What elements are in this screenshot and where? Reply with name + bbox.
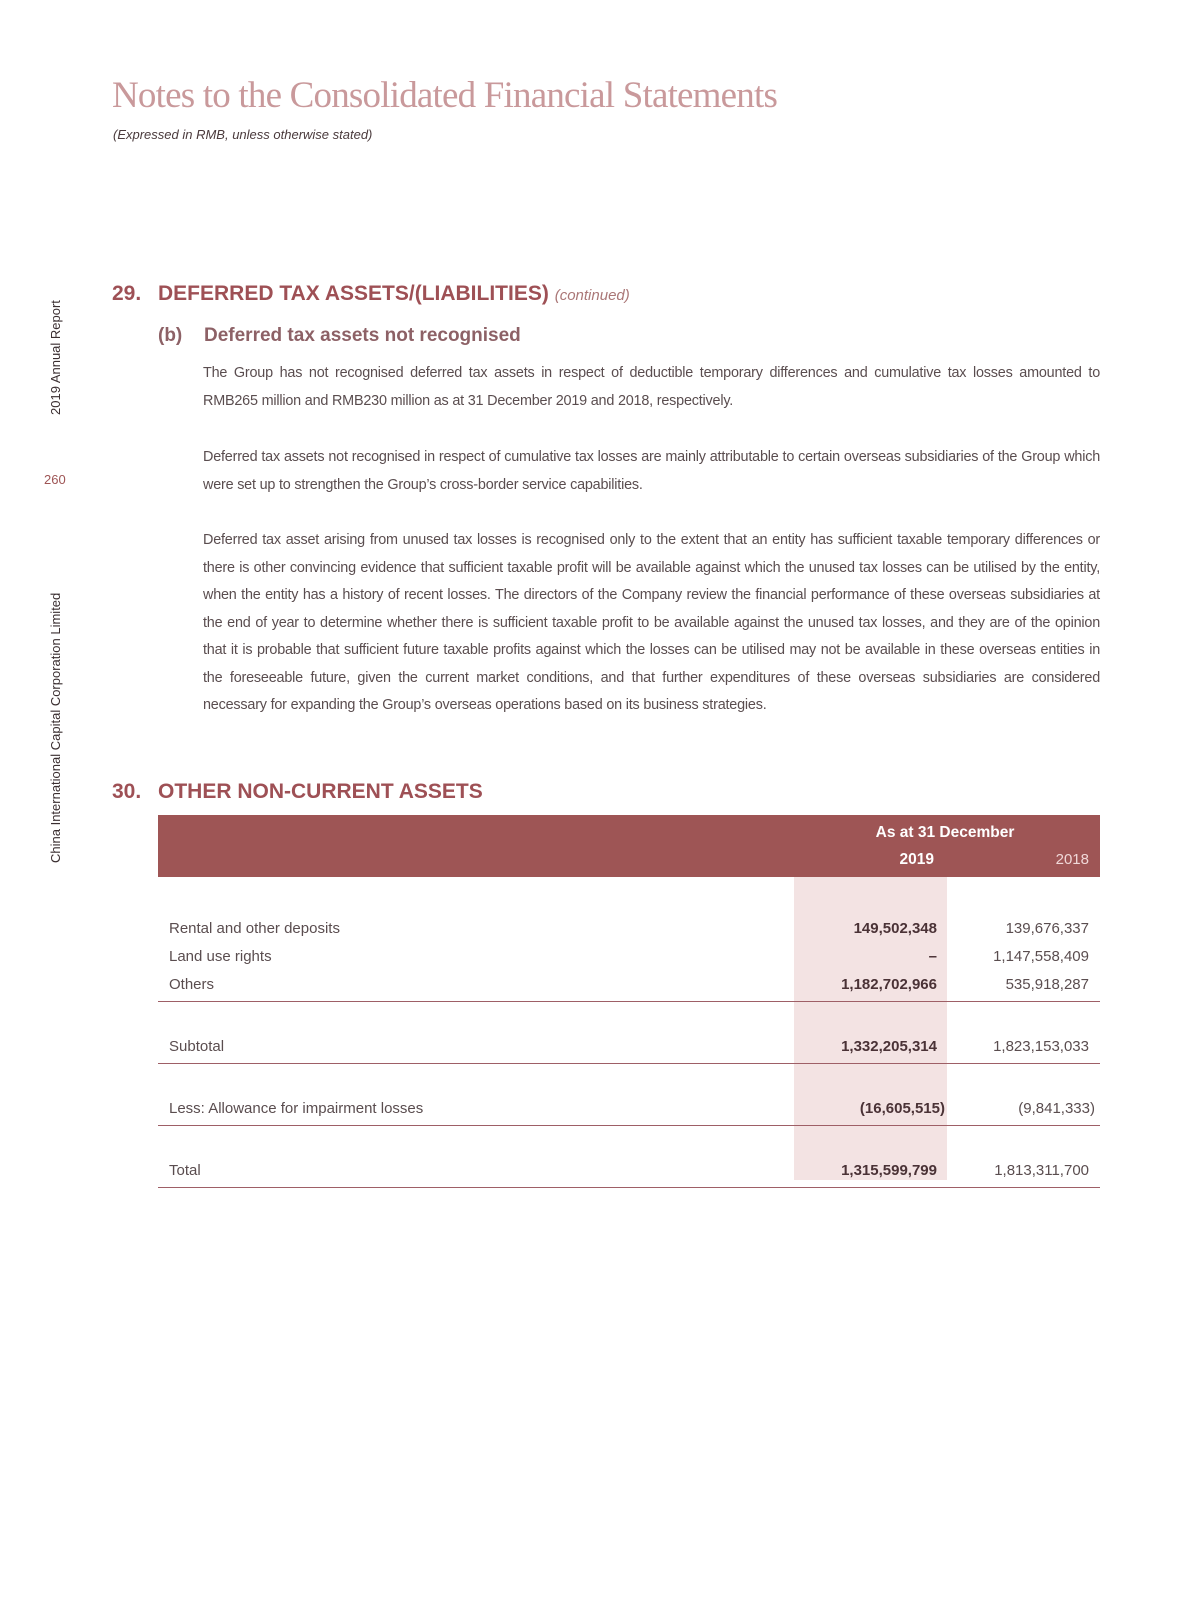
page-subtitle: (Expressed in RMB, unless otherwise stated) [113,127,373,142]
value-2019: 1,315,599,799 [841,1162,937,1179]
row-label: Rental and other deposits [169,920,340,937]
value-2019: – [928,948,937,965]
value-2018: 1,813,311,700 [994,1162,1089,1179]
section-29-heading [112,282,630,306]
side-company-name: China International Capital Corporation Limited [48,592,63,863]
value-2018: 1,147,558,409 [993,948,1089,965]
section-number: 30. [112,780,142,803]
table-row-allowance [158,1096,1100,1124]
column-group-header: As at 31 December [875,824,1015,841]
value-2019: 1,332,205,314 [841,1038,937,1055]
column-header-2019: 2019 [899,851,934,868]
value-2018: 535,918,287 [1005,976,1089,993]
value-2019: 1,182,702,966 [841,976,937,993]
value-2018: 1,823,153,033 [993,1038,1089,1055]
row-label: Others [169,976,215,993]
divider [158,1063,1100,1064]
row-label: Total [169,1162,201,1179]
subsection-title: Deferred tax assets not recognised [204,325,521,346]
row-label: Less: Allowance for impairment losses [169,1100,424,1117]
continued-label: (continued) [554,287,630,304]
row-label: Land use rights [169,948,272,965]
column-header-2018: 2018 [1055,851,1089,868]
row-label: Subtotal [169,1038,225,1055]
table-row-total [158,1158,1100,1186]
paragraph: Deferred tax assets not recognised in respect of cumulative tax losses are mainly attributable to certain overseas subsidiaries of the Group which were set up to strengthen the Group’s cross-border service capabilities. [203,449,1100,493]
side-report-name: 2019 Annual Report [48,300,63,415]
section-30-heading [112,780,483,804]
table-header [158,815,1100,877]
subsection-label: (b) [158,325,183,346]
section-number: 29. [112,282,142,305]
page-number: 260 [44,472,66,487]
divider [158,1125,1100,1126]
value-2018: (9,841,333) [1018,1100,1095,1117]
subsection-heading [158,325,521,347]
divider-total [158,1187,1100,1188]
value-2018: 139,676,337 [1005,920,1089,937]
table-row-subtotal [158,1034,1100,1062]
divider [158,1001,1100,1002]
section-title: DEFERRED TAX ASSETS/(LIABILITIES) [158,282,549,305]
page-title: Notes to the Consolidated Financial Statements [112,75,778,116]
paragraph: The Group has not recognised deferred tax assets in respect of deductible temporary differences and cumulative tax losses amounted to RMB265 million and RMB230 million as at 31 December 2019 and 2018, respectively. [203,365,1100,409]
paragraph: Deferred tax asset arising from unused tax losses is recognised only to the extent that an entity has sufficient taxable temporary differences or there is other convincing evidence that sufficient taxable profit will be available against which the unused tax losses can be utilised by the entity, when the entity has a history of recent losses. The directors of the Company review the financial performance of these overseas subsidiaries at the end of year to determine whether there is sufficient taxable profit to be available against the unused tax losses, and they are of the opinion that it is probable that sufficient future taxable profits against which the losses can be utilised may not be available in these overseas entities in the foreseeable future, given the current market conditions, and that further expenditures of these overseas subsidiaries are considered necessary for expanding the Group’s overseas operations based on its business strategies. [203,532,1100,713]
value-2019: 149,502,348 [853,920,937,937]
table-row [158,972,1100,1000]
table-row [158,916,1100,944]
section-title: OTHER NON-CURRENT ASSETS [158,780,483,803]
table-row [158,944,1100,972]
value-2019: (16,605,515) [859,1100,945,1117]
